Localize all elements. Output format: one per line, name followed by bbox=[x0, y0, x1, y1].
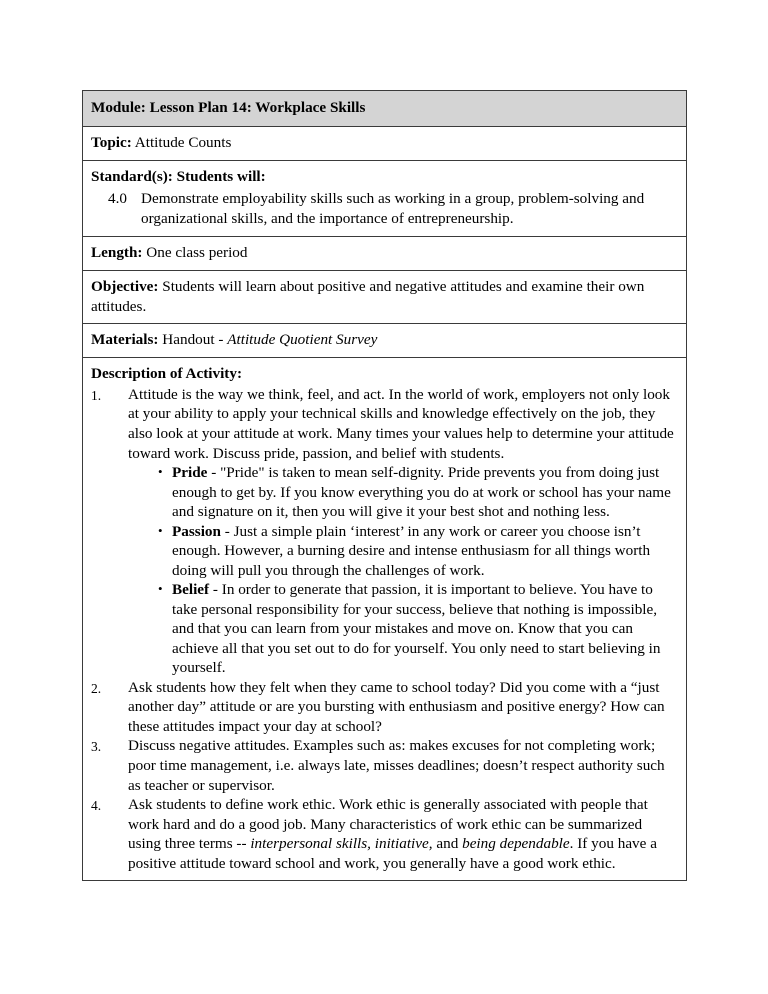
activity-text-part1: Ask students to define work ethic. Work ethic is generally associated with people that work hard and do a good job. Many characteristics of work ethic can be summarized using three terms -- bbox=[128, 796, 648, 853]
module-label: Module: bbox=[91, 99, 146, 116]
list-item bbox=[91, 736, 678, 795]
topic-value: Attitude Counts bbox=[134, 133, 232, 151]
materials-label: Materials: bbox=[91, 331, 159, 349]
activity-body bbox=[128, 385, 678, 678]
standards-value: Students will: bbox=[176, 167, 266, 185]
list-item bbox=[91, 189, 678, 228]
objective-cell bbox=[83, 270, 687, 324]
bullet-separator: - bbox=[209, 581, 222, 599]
materials-cell bbox=[83, 324, 687, 358]
activity-number: 3. bbox=[91, 739, 102, 755]
length-value: One class period bbox=[146, 244, 248, 262]
activity-text-part2: and bbox=[432, 835, 463, 853]
objective-label: Objective: bbox=[91, 277, 159, 295]
list-item bbox=[91, 678, 678, 737]
list-item bbox=[91, 385, 678, 678]
list-item bbox=[158, 522, 678, 581]
materials-handout-title: Attitude Quotient Survey bbox=[227, 331, 378, 349]
activity-list bbox=[91, 385, 678, 873]
activity-text: Discuss negative attitudes. Examples such as: makes excuses for not completing work; poor time management, i.e. always late, misses deadlines; doesn’t respect authority such as teacher or supervisor. bbox=[128, 737, 665, 794]
activity-body bbox=[128, 678, 678, 737]
bullet-term: Pride bbox=[172, 464, 208, 482]
activity-body bbox=[128, 795, 678, 873]
length-label: Length: bbox=[91, 244, 143, 262]
standard-text: Demonstrate employability skills such as working in a group, problem-solving and organizational skills, and the importance of entrepreneurship. bbox=[141, 190, 645, 227]
description-cell bbox=[83, 358, 687, 881]
bullet-term: Belief bbox=[172, 581, 210, 599]
topic-label: Topic: bbox=[91, 133, 132, 151]
table-row-objective bbox=[83, 270, 687, 324]
activity-text: Ask students how they felt when they came to school today? Did you come with a “just another day” attitude or are you bursting with enthusiasm and positive energy? How can these attitudes impact your day at school? bbox=[128, 678, 665, 735]
activity-number: 1. bbox=[91, 387, 102, 403]
standards-label: Standard(s): bbox=[91, 167, 173, 185]
module-value: Lesson Plan 14: Workplace Skills bbox=[149, 99, 366, 116]
bullet-icon: • bbox=[158, 581, 163, 597]
table-row-module bbox=[83, 91, 687, 127]
list-item bbox=[158, 463, 678, 522]
bullet-icon: • bbox=[158, 522, 163, 538]
bullet-text: "Pride" is taken to mean self-dignity. Pride prevents you from doing just enough to get by. If you know everything you do at work or school has your name and signature on it, then you will give it your best shot and nothing less. bbox=[172, 464, 671, 521]
activity-text-part3: . If you have a positive attitude toward school and work, you generally have a good work ethic. bbox=[128, 835, 657, 872]
activity-body bbox=[128, 736, 678, 795]
list-item bbox=[91, 795, 678, 873]
activity-text bbox=[128, 795, 678, 873]
length-cell bbox=[83, 237, 687, 271]
activity-number: 2. bbox=[91, 680, 102, 696]
table-row-length bbox=[83, 237, 687, 271]
activity-number: 4. bbox=[91, 798, 102, 814]
bullet-content bbox=[172, 580, 678, 678]
materials-value: Handout - bbox=[162, 331, 228, 349]
bullet-separator: - bbox=[207, 464, 221, 482]
bullet-text: Just a simple plain ‘interest’ in any work or career you choose isn’t enough. However, a burning desire and intense enthusiasm for all things worth doing will pull you through the challenges of work. bbox=[172, 522, 651, 579]
activity-bullet-list bbox=[128, 463, 678, 678]
standards-heading bbox=[91, 167, 678, 187]
table-row-topic bbox=[83, 126, 687, 160]
topic-cell bbox=[83, 126, 687, 160]
objective-value: Students will learn about positive and negative attitudes and examine their own attitudes. bbox=[91, 277, 645, 315]
table-row-description bbox=[83, 358, 687, 881]
bullet-separator: - bbox=[220, 522, 234, 540]
standards-list bbox=[91, 189, 678, 228]
standard-number: 4.0 bbox=[108, 190, 127, 208]
table-row-materials bbox=[83, 324, 687, 358]
bullet-term: Passion bbox=[172, 522, 221, 540]
activity-text: Attitude is the way we think, feel, and act. In the world of work, employers not only look at your ability to apply your technical skills and knowledge effectively on the job, they also look at your attitude at work. Many times your values help to determine your attitude toward work. Discuss pride, passion, and belief with students. bbox=[128, 385, 674, 462]
activity-text-italic1: interpersonal skills, initiative, bbox=[250, 835, 433, 853]
bullet-icon: • bbox=[158, 464, 163, 480]
bullet-text: In order to generate that passion, it is important to believe. You have to take personal responsibility for your success, believe that nothing is impossible, and that you can learn from your mistakes and move on. Know that you can achieve all that you set out to do for yourself. You only need to start believing in yourself. bbox=[172, 581, 661, 677]
module-cell bbox=[83, 91, 687, 127]
bullet-content bbox=[172, 522, 678, 581]
description-heading: Description of Activity: bbox=[91, 365, 242, 383]
list-item bbox=[158, 580, 678, 678]
activity-text-italic2: being dependable bbox=[462, 835, 570, 853]
bullet-content bbox=[172, 463, 678, 522]
table-row-standards bbox=[83, 160, 687, 237]
lesson-plan-table bbox=[82, 90, 687, 881]
standards-cell bbox=[83, 160, 687, 237]
